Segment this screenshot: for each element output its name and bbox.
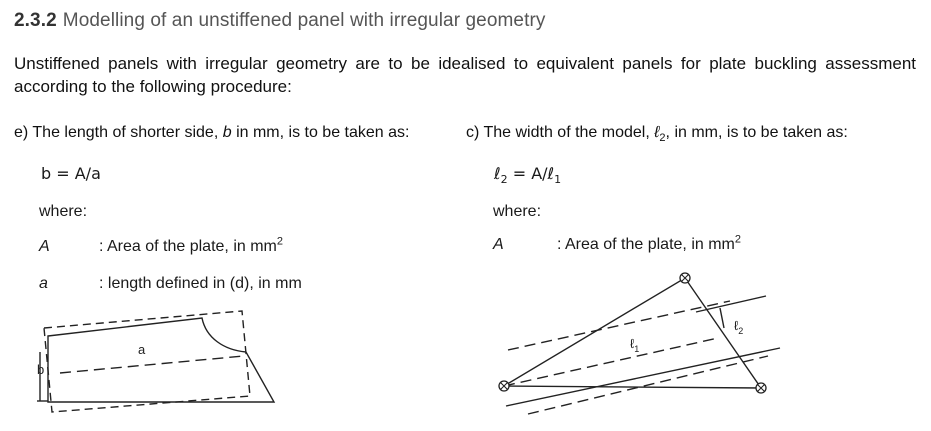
left-def-symbol: a	[39, 275, 48, 292]
right-item-text-prefix: The width of the model,	[483, 124, 655, 141]
section-title: Modelling of an unstiffened panel with irregular geometry	[62, 10, 546, 31]
triangle-plate	[504, 278, 761, 388]
dashed-centre	[504, 338, 718, 386]
intro-paragraph: Unstiffened panels with irregular geometry are to be idealised to equivalent panels for plate buckling assessment according to the following procedure:	[14, 54, 916, 96]
left-figure	[30, 308, 290, 423]
right-item-text-suffix: , in mm, is to be taken as:	[665, 124, 848, 141]
right-where: where:	[493, 203, 542, 220]
left-formula: b = A/a	[41, 164, 101, 183]
label-b: b	[37, 362, 45, 377]
right-formula: ℓ$_2$ = A/ℓ$_1$	[494, 164, 562, 187]
right-def-symbol: A	[493, 236, 504, 253]
right-item-label: c)	[466, 124, 480, 141]
label-l1: ℓ$_1$	[630, 336, 640, 354]
left-def-desc: : Area of the plate, in $mm^2$	[99, 235, 283, 255]
left-column	[14, 124, 409, 142]
right-item-heading: c) The width of the model, ℓ$_2$, in mm, is to be taken as:	[466, 124, 848, 145]
label-a: a	[138, 342, 146, 357]
left-def-symbol: A	[39, 238, 50, 255]
left-item-text-suffix: in mm, is to be taken as:	[231, 124, 410, 141]
right-column	[466, 124, 848, 145]
left-item-var: b	[222, 124, 232, 141]
left-def-desc: : length defined in (d), in mm	[99, 275, 302, 292]
left-item-text-prefix: The length of shorter side,	[32, 124, 223, 141]
right-figure	[488, 268, 788, 418]
section-heading	[14, 10, 546, 32]
solid-upper	[696, 296, 766, 312]
dashed-lower	[528, 356, 768, 414]
left-item-heading	[14, 124, 409, 142]
idealised-rectangle	[44, 311, 250, 412]
left-where: where:	[39, 203, 88, 220]
section-number: 2.3.2	[14, 10, 57, 31]
node-markers	[499, 273, 766, 393]
right-def-desc: : Area of the plate, in $mm^2$	[557, 233, 741, 253]
left-item-label: e)	[14, 124, 29, 141]
right-item-var: ℓ	[654, 124, 660, 141]
centre-line	[60, 356, 244, 373]
label-l2: ℓ$_2$	[734, 318, 744, 336]
plate-outline	[48, 318, 274, 402]
